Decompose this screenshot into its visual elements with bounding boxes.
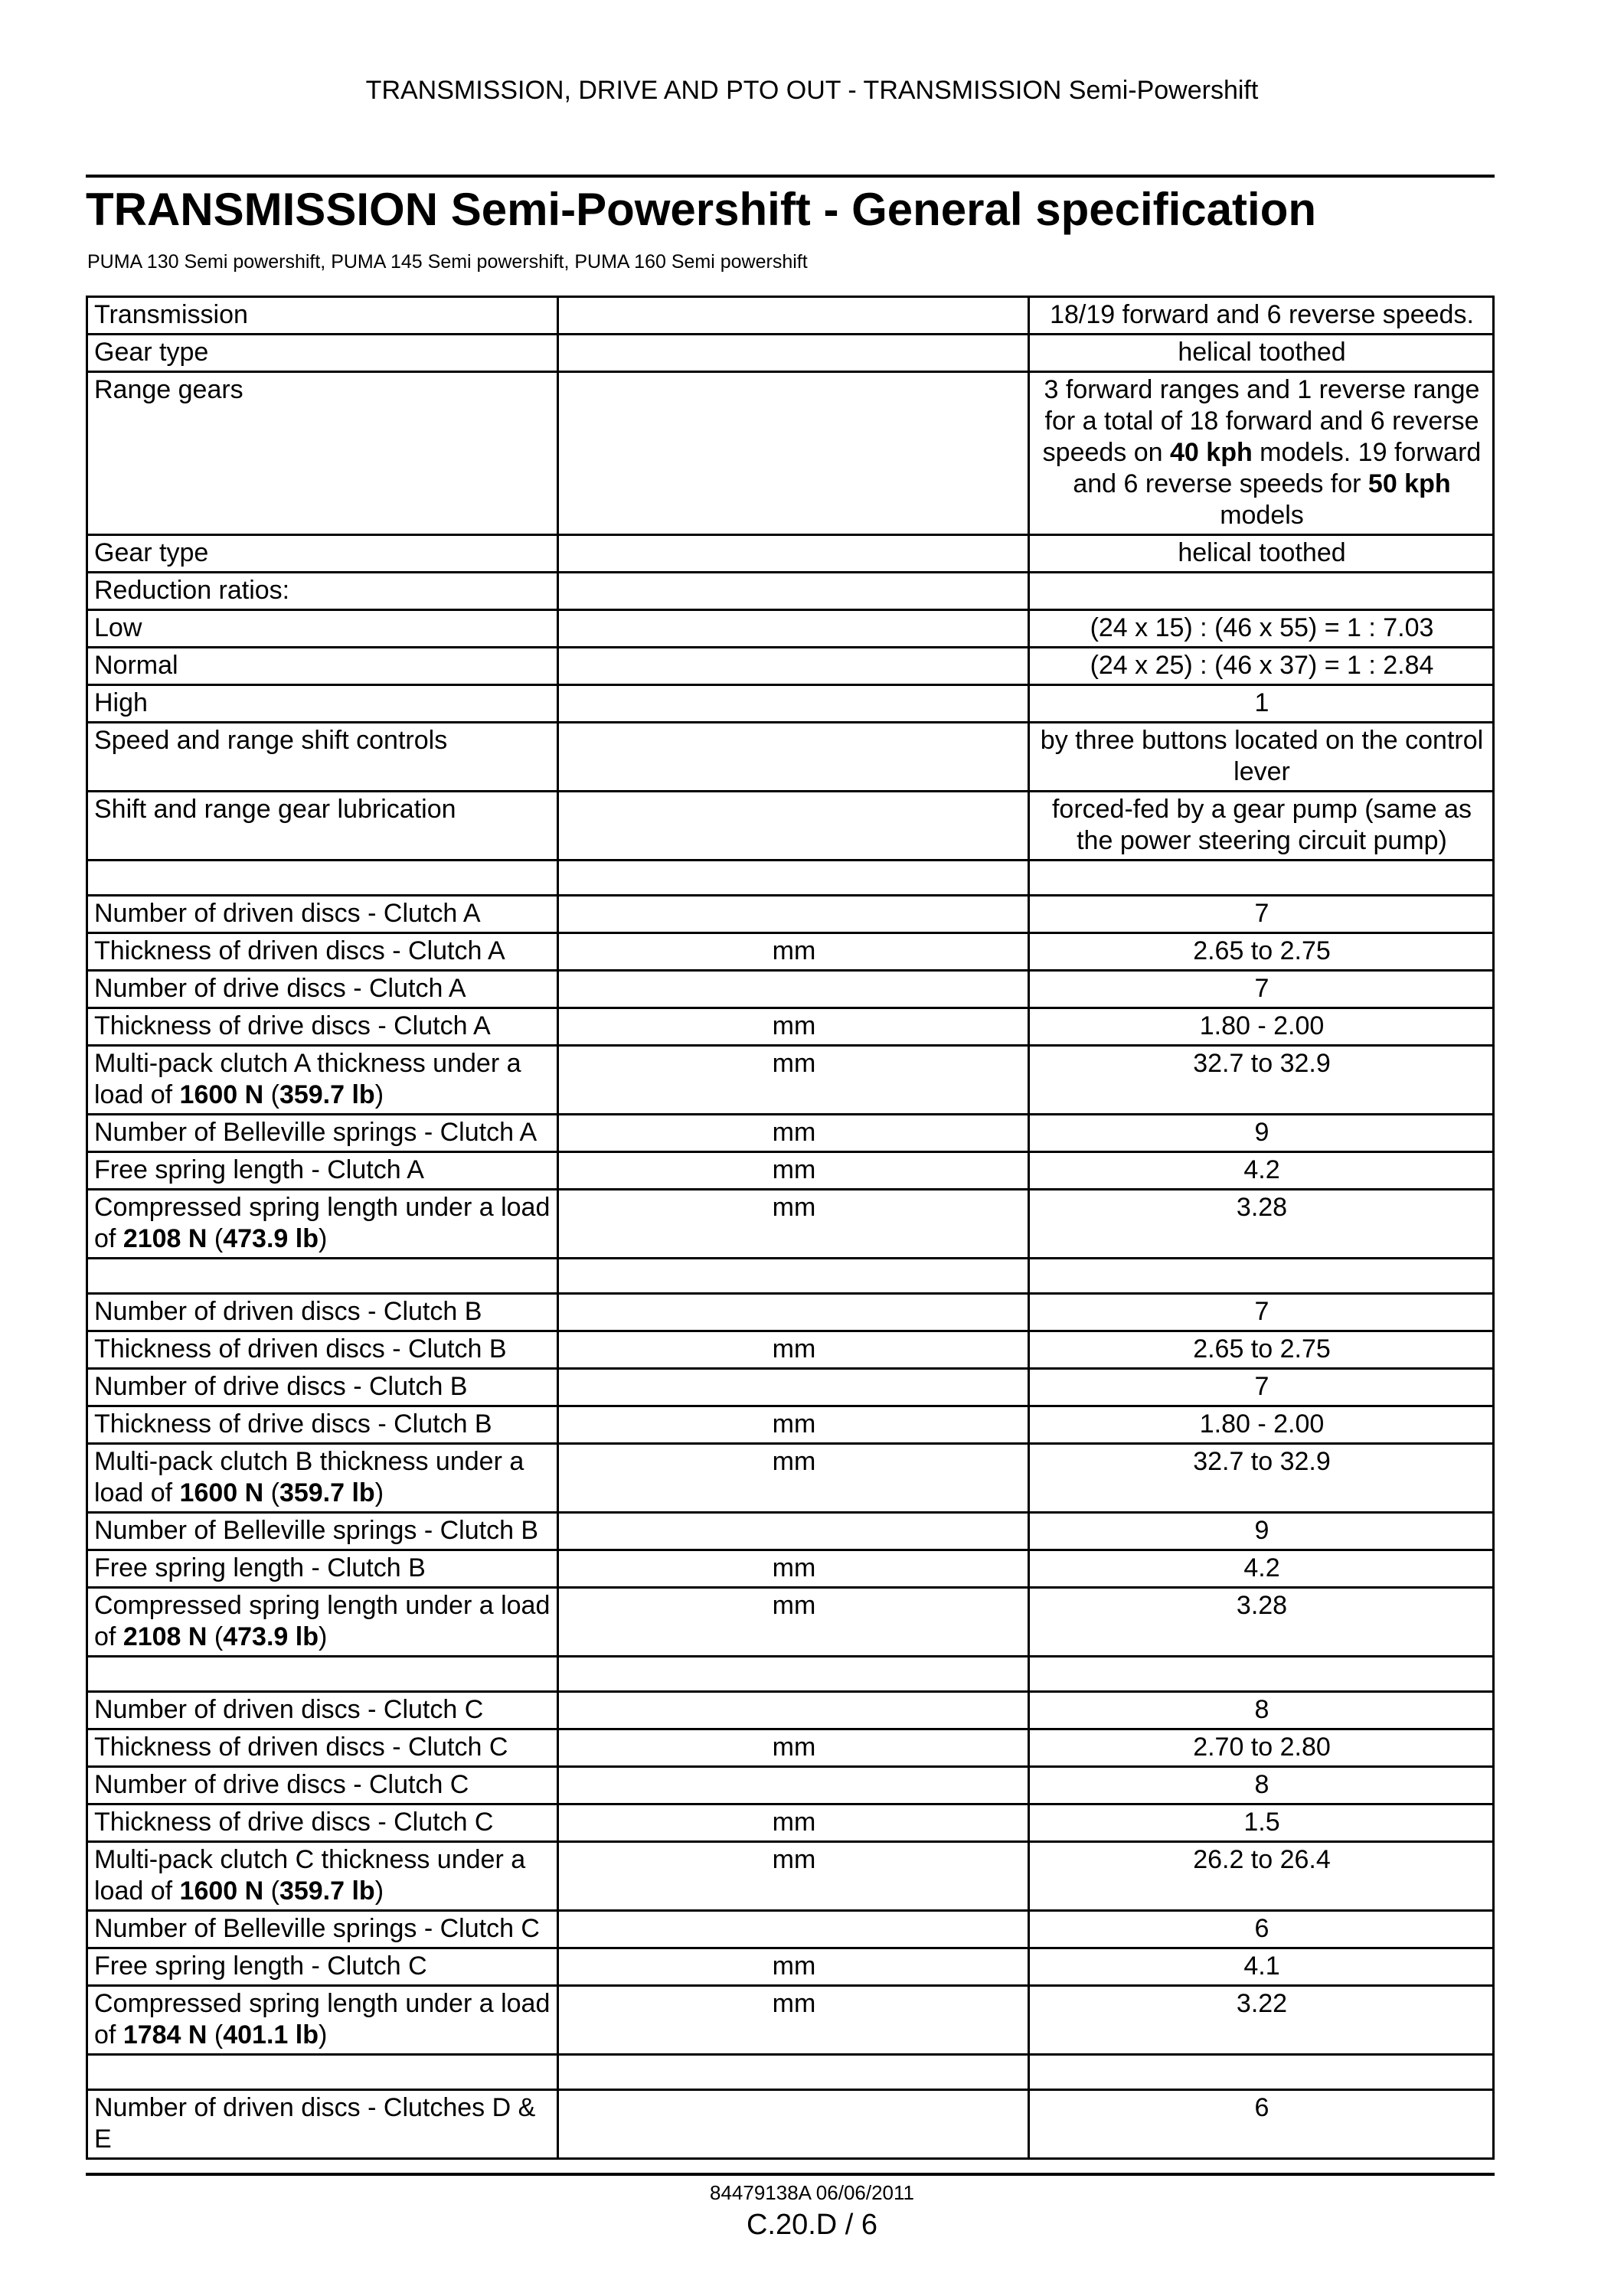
value-cell: 4.2 (1029, 1550, 1494, 1588)
unit-cell (558, 573, 1029, 610)
value-cell: 4.1 (1029, 1948, 1494, 1986)
table-row (87, 1331, 1494, 1369)
unit-cell (558, 535, 1029, 573)
unit-cell: mm (558, 1115, 1029, 1152)
unit-cell: mm (558, 1729, 1029, 1767)
param-cell: Gear type (87, 535, 558, 573)
empty-cell (1029, 1657, 1494, 1692)
table-row (87, 1911, 1494, 1948)
empty-cell (87, 861, 558, 896)
value-cell: 8 (1029, 1692, 1494, 1729)
running-header: TRANSMISSION, DRIVE AND PTO OUT - TRANSMISSION Semi-Powershift (365, 76, 1259, 105)
value-cell: forced-fed by a gear pump (same as the power steering circuit pump) (1029, 792, 1494, 861)
model-list: PUMA 130 Semi powershift, PUMA 145 Semi powershift, PUMA 160 Semi powershift (87, 251, 808, 273)
value-cell: 3.28 (1029, 1190, 1494, 1259)
unit-cell: mm (558, 933, 1029, 971)
table-row (87, 1115, 1494, 1152)
unit-cell (558, 2090, 1029, 2159)
table-row (87, 685, 1494, 723)
table-row (87, 335, 1494, 372)
param-cell: Thickness of driven discs - Clutch A (87, 933, 558, 971)
param-cell: Thickness of driven discs - Clutch C (87, 1729, 558, 1767)
value-cell: 2.70 to 2.80 (1029, 1729, 1494, 1767)
unit-cell (558, 685, 1029, 723)
empty-cell (87, 2055, 558, 2090)
unit-cell: mm (558, 1444, 1029, 1513)
param-cell: Speed and range shift controls (87, 723, 558, 792)
empty-cell (1029, 1259, 1494, 1294)
unit-cell: mm (558, 1986, 1029, 2055)
param-cell: Free spring length - Clutch C (87, 1948, 558, 1986)
param-cell: Number of driven discs - Clutches D & E (87, 2090, 558, 2159)
table-row (87, 792, 1494, 861)
value-cell: helical toothed (1029, 335, 1494, 372)
table-row (87, 1046, 1494, 1115)
unit-cell (558, 372, 1029, 535)
table-row (87, 1986, 1494, 2055)
spacer-row (87, 861, 1494, 896)
table-row (87, 610, 1494, 648)
table-row (87, 1842, 1494, 1911)
unit-cell: mm (558, 1331, 1029, 1369)
unit-cell (558, 610, 1029, 648)
param-cell: Thickness of driven discs - Clutch B (87, 1331, 558, 1369)
value-cell: 1.5 (1029, 1804, 1494, 1842)
table-row (87, 297, 1494, 335)
param-cell: Compressed spring length under a load of 1784 N (401.1 lb) (87, 1986, 558, 2055)
table-row (87, 933, 1494, 971)
unit-cell: mm (558, 1804, 1029, 1842)
param-cell: Number of driven discs - Clutch A (87, 896, 558, 933)
footer-rule (86, 2173, 1495, 2176)
table-row (87, 1444, 1494, 1513)
param-cell: Gear type (87, 335, 558, 372)
footer-doc-code: 84479138A 06/06/2011 (709, 2181, 914, 2204)
value-cell: 18/19 forward and 6 reverse speeds. (1029, 297, 1494, 335)
table-row (87, 573, 1494, 610)
spacer-row (87, 2055, 1494, 2090)
spacer-row (87, 1657, 1494, 1692)
unit-cell: mm (558, 1406, 1029, 1444)
unit-cell: mm (558, 1948, 1029, 1986)
value-cell: 7 (1029, 1294, 1494, 1331)
param-cell: Thickness of drive discs - Clutch B (87, 1406, 558, 1444)
spec-table (86, 296, 1495, 2160)
param-cell: Multi-pack clutch C thickness under a load of 1600 N (359.7 lb) (87, 1842, 558, 1911)
empty-cell (558, 861, 1029, 896)
table-row (87, 1948, 1494, 1986)
unit-cell (558, 1911, 1029, 1948)
table-row (87, 723, 1494, 792)
table-row (87, 1513, 1494, 1550)
table-row (87, 1008, 1494, 1046)
unit-cell (558, 1692, 1029, 1729)
empty-cell (558, 1657, 1029, 1692)
param-cell: Multi-pack clutch A thickness under a load of 1600 N (359.7 lb) (87, 1046, 558, 1115)
table-row (87, 1550, 1494, 1588)
table-row (87, 2090, 1494, 2159)
unit-cell (558, 297, 1029, 335)
unit-cell: mm (558, 1046, 1029, 1115)
value-cell: 1.80 - 2.00 (1029, 1008, 1494, 1046)
table-row (87, 1804, 1494, 1842)
unit-cell (558, 1767, 1029, 1804)
empty-cell (87, 1259, 558, 1294)
spacer-row (87, 1259, 1494, 1294)
value-cell: (24 x 25) : (46 x 37) = 1 : 2.84 (1029, 648, 1494, 685)
param-cell: Compressed spring length under a load of 2108 N (473.9 lb) (87, 1190, 558, 1259)
value-cell: 2.65 to 2.75 (1029, 933, 1494, 971)
unit-cell (558, 896, 1029, 933)
value-cell: 1 (1029, 685, 1494, 723)
value-cell: 6 (1029, 1911, 1494, 1948)
value-cell: 9 (1029, 1115, 1494, 1152)
empty-cell (87, 1657, 558, 1692)
table-row (87, 1152, 1494, 1190)
unit-cell (558, 792, 1029, 861)
value-cell: 3 forward ranges and 1 reverse range for a total of 18 forward and 6 reverse speeds on 40 kph models. 19 forward and 6 reverse speeds for 50 kph models (1029, 372, 1494, 535)
value-cell: 32.7 to 32.9 (1029, 1444, 1494, 1513)
param-cell: Normal (87, 648, 558, 685)
param-cell: Number of drive discs - Clutch C (87, 1767, 558, 1804)
table-row (87, 535, 1494, 573)
table-row (87, 896, 1494, 933)
value-cell: 26.2 to 26.4 (1029, 1842, 1494, 1911)
unit-cell (558, 1513, 1029, 1550)
empty-cell (1029, 2055, 1494, 2090)
table-row (87, 1729, 1494, 1767)
param-cell: Thickness of drive discs - Clutch C (87, 1804, 558, 1842)
param-cell: Compressed spring length under a load of 2108 N (473.9 lb) (87, 1588, 558, 1657)
param-cell: Number of Belleville springs - Clutch B (87, 1513, 558, 1550)
footer-page-ref: C.20.D / 6 (746, 2209, 878, 2241)
param-cell: Number of driven discs - Clutch B (87, 1294, 558, 1331)
header-rule (86, 175, 1495, 178)
value-cell: 4.2 (1029, 1152, 1494, 1190)
value-cell: 1.80 - 2.00 (1029, 1406, 1494, 1444)
table-row (87, 971, 1494, 1008)
param-cell: Free spring length - Clutch A (87, 1152, 558, 1190)
table-row (87, 372, 1494, 535)
unit-cell: mm (558, 1152, 1029, 1190)
spec-table-body (87, 297, 1494, 2159)
unit-cell (558, 648, 1029, 685)
unit-cell: mm (558, 1588, 1029, 1657)
param-cell: Free spring length - Clutch B (87, 1550, 558, 1588)
unit-cell (558, 723, 1029, 792)
value-cell: (24 x 15) : (46 x 55) = 1 : 7.03 (1029, 610, 1494, 648)
page-title: TRANSMISSION Semi-Powershift - General specification (86, 184, 1316, 235)
param-cell: Number of Belleville springs - Clutch C (87, 1911, 558, 1948)
table-row (87, 1588, 1494, 1657)
table-row (87, 1294, 1494, 1331)
param-cell: Shift and range gear lubrication (87, 792, 558, 861)
table-row (87, 648, 1494, 685)
empty-cell (558, 2055, 1029, 2090)
param-cell: Reduction ratios: (87, 573, 558, 610)
value-cell: 2.65 to 2.75 (1029, 1331, 1494, 1369)
unit-cell (558, 1369, 1029, 1406)
unit-cell: mm (558, 1008, 1029, 1046)
param-cell: Number of driven discs - Clutch C (87, 1692, 558, 1729)
value-cell: 3.22 (1029, 1986, 1494, 2055)
table-row (87, 1692, 1494, 1729)
value-cell: by three buttons located on the control lever (1029, 723, 1494, 792)
param-cell: Number of Belleville springs - Clutch A (87, 1115, 558, 1152)
param-cell: Multi-pack clutch B thickness under a load of 1600 N (359.7 lb) (87, 1444, 558, 1513)
value-cell: helical toothed (1029, 535, 1494, 573)
param-cell: High (87, 685, 558, 723)
unit-cell (558, 335, 1029, 372)
unit-cell: mm (558, 1842, 1029, 1911)
unit-cell: mm (558, 1550, 1029, 1588)
table-row (87, 1190, 1494, 1259)
param-cell: Range gears (87, 372, 558, 535)
unit-cell (558, 971, 1029, 1008)
empty-cell (558, 1259, 1029, 1294)
value-cell (1029, 573, 1494, 610)
value-cell: 7 (1029, 971, 1494, 1008)
value-cell: 7 (1029, 1369, 1494, 1406)
table-row (87, 1406, 1494, 1444)
value-cell: 8 (1029, 1767, 1494, 1804)
value-cell: 6 (1029, 2090, 1494, 2159)
param-cell: Thickness of drive discs - Clutch A (87, 1008, 558, 1046)
param-cell: Transmission (87, 297, 558, 335)
unit-cell (558, 1294, 1029, 1331)
value-cell: 7 (1029, 896, 1494, 933)
unit-cell: mm (558, 1190, 1029, 1259)
param-cell: Number of drive discs - Clutch B (87, 1369, 558, 1406)
value-cell: 32.7 to 32.9 (1029, 1046, 1494, 1115)
value-cell: 3.28 (1029, 1588, 1494, 1657)
param-cell: Low (87, 610, 558, 648)
table-row (87, 1767, 1494, 1804)
value-cell: 9 (1029, 1513, 1494, 1550)
table-row (87, 1369, 1494, 1406)
empty-cell (1029, 861, 1494, 896)
param-cell: Number of drive discs - Clutch A (87, 971, 558, 1008)
